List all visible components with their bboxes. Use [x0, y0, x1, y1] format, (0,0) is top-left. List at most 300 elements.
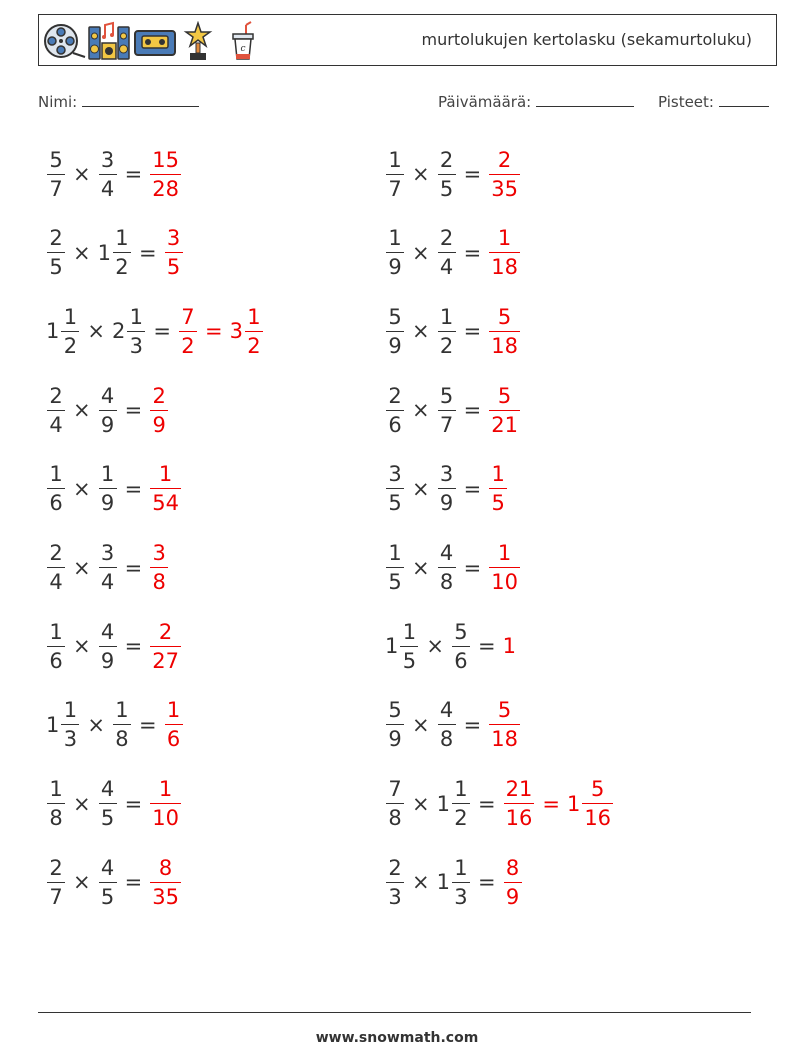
answer-value-fraction [489, 697, 520, 752]
problem-item [385, 459, 508, 519]
answer-value-whole: 1 [566, 791, 581, 816]
equals-sign: = [138, 240, 157, 265]
factor-a-numerator: 1 [388, 541, 402, 565]
problem-item [46, 774, 182, 834]
factor-a [385, 383, 405, 438]
answer-value-fraction [150, 540, 168, 595]
answer-value-fraction [245, 304, 263, 359]
answer-value [488, 461, 508, 516]
factor-a-denominator: 7 [386, 174, 404, 202]
factor-a-numerator: 7 [388, 777, 402, 802]
problem-item [385, 538, 521, 598]
problem-item [46, 380, 169, 440]
factor-a-denominator: 8 [47, 803, 65, 831]
factor-b-numerator: 5 [439, 383, 454, 408]
answer-value-numerator: 1 [497, 226, 512, 251]
answer-value [567, 776, 614, 831]
factor-a-denominator: 9 [386, 331, 404, 359]
factor-a-fraction [61, 304, 79, 359]
problem-item [46, 538, 169, 598]
answer [488, 540, 521, 595]
answer-value-fraction [489, 225, 520, 280]
factor-b-denominator: 9 [99, 646, 117, 674]
factor-b [98, 776, 118, 831]
answer [503, 855, 523, 910]
answer-value [488, 147, 521, 202]
factor-b-fraction [99, 776, 117, 831]
factor-b-fraction [99, 461, 117, 516]
equals-sign: = [138, 712, 157, 737]
factor-b [98, 147, 118, 202]
factor-b-fraction [127, 304, 145, 359]
answer [149, 776, 182, 831]
factor-a-denominator: 5 [386, 567, 404, 595]
factor-a-fraction [386, 461, 404, 516]
problem-item [385, 695, 521, 755]
factor-a [46, 619, 66, 674]
answer-value-fraction [150, 619, 181, 674]
answer-value-denominator: 18 [489, 252, 520, 280]
equals-sign: = [124, 162, 143, 186]
factor-b-numerator: 4 [100, 383, 115, 408]
factor-b [98, 855, 118, 910]
times-sign: × [73, 791, 91, 816]
factor-b [437, 540, 457, 595]
factor-a-numerator: 1 [49, 777, 63, 802]
factor-b-whole: 1 [436, 791, 450, 816]
factor-a [385, 147, 405, 202]
score-label: Pisteet: [658, 93, 714, 111]
factor-a-denominator: 4 [47, 410, 65, 438]
factor-a [46, 304, 80, 359]
equals-sign: = [463, 398, 482, 423]
factor-a-fraction [47, 540, 65, 595]
answer-value-numerator: 2 [152, 383, 166, 408]
problem-item [385, 616, 517, 676]
times-sign: × [412, 476, 430, 501]
factor-b-fraction [452, 776, 470, 831]
answer-value [503, 855, 523, 910]
times-sign: × [412, 240, 430, 265]
footer-url[interactable]: www.snowmath.com [315, 1030, 479, 1046]
problem-item [46, 301, 264, 361]
factor-b-fraction [113, 697, 131, 752]
factor-a-fraction [47, 461, 65, 516]
factor-b-denominator: 3 [452, 882, 470, 910]
factor-a-denominator: 2 [61, 331, 79, 359]
times-sign: × [412, 162, 430, 186]
name-label: Nimi: [38, 93, 78, 111]
factor-a-denominator: 9 [386, 724, 404, 752]
answer-value-whole: 3 [229, 319, 243, 344]
factor-b-denominator: 9 [99, 488, 117, 516]
factor-b-numerator: 3 [100, 147, 115, 172]
factor-b-fraction [438, 461, 456, 516]
factor-a-numerator: 1 [402, 619, 417, 644]
footer-divider [38, 1012, 751, 1013]
factor-a-numerator: 1 [49, 619, 63, 644]
answer-value-numerator: 5 [497, 304, 512, 329]
factor-b [451, 619, 471, 674]
factor-b-denominator: 5 [438, 174, 456, 202]
answer-value-denominator: 9 [504, 882, 522, 910]
answer-value-whole: 1 [502, 634, 516, 659]
factor-b-fraction [99, 147, 117, 202]
factor-b-denominator: 9 [438, 488, 456, 516]
answer [149, 540, 169, 595]
factor-a-denominator: 5 [47, 252, 65, 280]
factor-a-numerator: 5 [388, 304, 402, 329]
factor-a-denominator: 7 [47, 174, 65, 202]
equals-sign: = [124, 476, 143, 501]
film-reel-icon [43, 21, 87, 61]
factor-b-whole: 1 [97, 240, 111, 265]
equals-sign: = [477, 791, 496, 816]
answer [488, 383, 521, 438]
answer-value-denominator: 54 [150, 488, 181, 516]
times-sign: × [412, 319, 430, 344]
factor-a-fraction [386, 383, 404, 438]
answer-value-fraction [150, 383, 168, 438]
answer-value-fraction [582, 776, 613, 831]
answer-value-fraction [165, 697, 183, 752]
problem-item [46, 223, 184, 283]
answer-equals-sign: = [542, 791, 560, 816]
equals-sign: = [124, 870, 143, 895]
factor-b-denominator: 5 [99, 882, 117, 910]
factor-a [46, 147, 66, 202]
problem-item [385, 301, 521, 361]
answer-value-numerator: 3 [166, 226, 181, 251]
factor-a-fraction [386, 855, 404, 910]
factor-b [112, 304, 146, 359]
factor-b-fraction [452, 855, 470, 910]
factor-b-numerator: 2 [439, 147, 454, 172]
factor-a [385, 619, 419, 674]
answer-equals-sign: = [204, 319, 223, 344]
factor-b [98, 461, 118, 516]
answer-value-fraction [504, 776, 535, 831]
factor-b-fraction [113, 225, 131, 280]
factor-a-whole: 1 [46, 712, 60, 737]
factor-b [437, 697, 457, 752]
answer-value-fraction [165, 225, 183, 280]
answer-value [488, 383, 521, 438]
factor-a-fraction [400, 619, 418, 674]
factor-a-numerator: 2 [49, 226, 63, 251]
times-sign: × [412, 712, 430, 737]
factor-a [46, 461, 66, 516]
answer-value-fraction [489, 540, 520, 595]
answer [178, 304, 264, 359]
factor-b-denominator: 5 [99, 803, 117, 831]
answer [488, 225, 521, 280]
times-sign: × [73, 476, 91, 501]
factor-a-fraction [386, 225, 404, 280]
equals-sign: = [124, 555, 143, 580]
factor-a [46, 855, 66, 910]
factor-b [98, 540, 118, 595]
answer-value-numerator: 1 [247, 304, 261, 329]
factor-a-denominator: 6 [47, 646, 65, 674]
factor-b [98, 619, 118, 674]
factor-a-fraction [47, 225, 65, 280]
factor-a-fraction [47, 383, 65, 438]
factor-b [98, 225, 132, 280]
factor-b-whole: 2 [111, 319, 126, 344]
factor-a-numerator: 2 [49, 541, 63, 565]
factor-a [46, 383, 66, 438]
factor-b-numerator: 3 [100, 541, 115, 565]
answer-value [149, 855, 182, 910]
answer-value-denominator: 5 [165, 252, 183, 280]
soda-cup-icon [229, 21, 259, 63]
problem-item [46, 616, 182, 676]
answer-value [164, 697, 184, 752]
problem-item [385, 380, 521, 440]
answer-value-fraction [489, 461, 507, 516]
factor-b-numerator: 1 [454, 855, 468, 880]
equals-sign: = [153, 319, 171, 344]
factor-b-fraction [438, 147, 456, 202]
factor-a-numerator: 2 [388, 855, 402, 880]
factor-b-denominator: 4 [99, 567, 117, 595]
factor-b-denominator: 4 [438, 252, 456, 280]
answer-value-numerator: 3 [152, 541, 166, 565]
answer-value-fraction [489, 383, 520, 438]
answer-value-numerator: 5 [590, 777, 605, 802]
factor-a-numerator: 1 [63, 304, 78, 329]
answer-value-fraction [150, 855, 181, 910]
factor-a [385, 461, 405, 516]
factor-a-numerator: 1 [388, 226, 402, 251]
factor-b-numerator: 1 [100, 462, 115, 487]
factor-b-numerator: 1 [129, 304, 144, 329]
trophy-star-icon [183, 21, 213, 63]
answer-value [149, 540, 169, 595]
factor-b-denominator: 8 [438, 567, 456, 595]
times-sign: × [412, 870, 430, 895]
factor-b [437, 461, 457, 516]
equals-sign: = [124, 634, 143, 659]
factor-a-numerator: 1 [63, 698, 78, 723]
factor-b-numerator: 1 [454, 777, 468, 802]
factor-a-denominator: 9 [386, 252, 404, 280]
times-sign: × [73, 555, 91, 580]
factor-a-denominator: 8 [386, 803, 404, 831]
problem-item [46, 852, 182, 912]
equals-sign: = [124, 398, 143, 423]
answer [488, 147, 521, 202]
factor-b-numerator: 4 [439, 698, 454, 723]
factor-b-numerator: 1 [439, 304, 454, 329]
answer-value [164, 225, 184, 280]
answer-value-denominator: 35 [489, 174, 520, 202]
factor-b-fraction [438, 383, 456, 438]
factor-a-numerator: 3 [388, 462, 402, 487]
answer-value-numerator: 2 [497, 147, 512, 172]
equals-sign: = [463, 240, 482, 265]
factor-a-fraction [386, 540, 404, 595]
factor-b-fraction [99, 540, 117, 595]
factor-a-fraction [47, 619, 65, 674]
factor-a-fraction [386, 147, 404, 202]
answer [149, 855, 182, 910]
equals-sign: = [124, 791, 143, 816]
answer-value [149, 619, 182, 674]
answer-value-denominator: 10 [489, 567, 520, 595]
factor-b-denominator: 4 [99, 174, 117, 202]
times-sign: × [412, 791, 430, 816]
problem-item [46, 144, 182, 204]
worksheet-title: murtolukujen kertolasku (sekamurtoluku) [421, 30, 752, 49]
date-blank[interactable] [536, 92, 634, 107]
times-sign: × [412, 555, 430, 580]
answer-value-denominator: 5 [489, 488, 507, 516]
times-sign: × [412, 398, 430, 423]
problem-item [46, 459, 182, 519]
answer-value-numerator: 5 [497, 383, 512, 408]
factor-a-numerator: 2 [49, 855, 63, 880]
factor-a-fraction [386, 776, 404, 831]
answer [488, 461, 508, 516]
problem-item [385, 144, 521, 204]
answer-value-denominator: 16 [504, 803, 535, 831]
answer [149, 383, 169, 438]
problem-item [46, 695, 184, 755]
answer-value [488, 304, 521, 359]
answer-value-denominator: 6 [165, 724, 183, 752]
name-field[interactable] [38, 92, 199, 111]
answer-value-fraction [179, 304, 197, 359]
factor-b-denominator: 2 [438, 331, 456, 359]
factor-b-numerator: 1 [115, 226, 129, 251]
answer-value-denominator: 35 [150, 882, 181, 910]
factor-a-whole: 1 [385, 634, 399, 659]
factor-a-denominator: 5 [386, 488, 404, 516]
factor-b-denominator: 2 [452, 803, 470, 831]
problem-item [385, 852, 523, 912]
answer [164, 225, 184, 280]
factor-b-denominator: 8 [113, 724, 131, 752]
answer-value-numerator: 5 [497, 698, 512, 723]
answer-value [503, 776, 536, 831]
factor-a [46, 540, 66, 595]
times-sign: × [73, 162, 91, 186]
date-field[interactable] [438, 92, 634, 111]
answer [503, 634, 517, 658]
factor-b [98, 383, 118, 438]
factor-b-fraction [438, 304, 456, 359]
score-field[interactable] [658, 92, 769, 111]
factor-b-numerator: 4 [439, 541, 454, 565]
times-sign: × [73, 870, 91, 895]
factor-b-numerator: 1 [115, 698, 129, 723]
answer-value-fraction [150, 776, 181, 831]
factor-a-numerator: 2 [49, 383, 63, 408]
worksheet-header [38, 14, 777, 66]
factor-a-numerator: 5 [49, 147, 63, 172]
answer-value-numerator: 8 [505, 855, 520, 880]
factor-b-denominator: 3 [127, 331, 145, 359]
factor-b-numerator: 4 [100, 855, 115, 880]
answer-value-numerator: 2 [158, 619, 173, 644]
answer-value-numerator: 7 [181, 304, 195, 329]
factor-b-fraction [438, 697, 456, 752]
factor-a-denominator: 6 [386, 410, 404, 438]
factor-b-numerator: 2 [439, 226, 454, 251]
problem-item [385, 223, 521, 283]
factor-a-fraction [386, 697, 404, 752]
times-sign: × [87, 319, 105, 344]
equals-sign: = [477, 870, 496, 895]
answer-value [149, 147, 182, 202]
times-sign: × [87, 712, 105, 737]
times-sign: × [426, 634, 444, 659]
factor-a-denominator: 4 [47, 567, 65, 595]
answer-value-numerator: 1 [497, 541, 512, 565]
factor-b [437, 147, 457, 202]
answer-value-denominator: 18 [489, 331, 520, 359]
factor-b-fraction [452, 619, 470, 674]
equals-sign: = [463, 476, 482, 501]
score-blank[interactable] [719, 92, 769, 107]
problem-item [385, 774, 614, 834]
factor-b-denominator: 9 [99, 410, 117, 438]
factor-a-fraction [61, 697, 79, 752]
answer [488, 697, 521, 752]
factor-a-numerator: 1 [49, 462, 63, 487]
answer-value-fraction [150, 147, 181, 202]
vhs-tape-icon [133, 21, 177, 61]
answer-value [488, 697, 521, 752]
equals-sign: = [463, 712, 482, 737]
answer [149, 619, 182, 674]
factor-b-fraction [99, 619, 117, 674]
answer-value [488, 225, 521, 280]
factor-b [437, 304, 457, 359]
answer-value [488, 540, 521, 595]
answer-value-denominator: 18 [489, 724, 520, 752]
answer-value-denominator: 2 [179, 331, 197, 359]
factor-b-fraction [99, 855, 117, 910]
answer [164, 697, 184, 752]
factor-b-fraction [99, 383, 117, 438]
times-sign: × [73, 634, 91, 659]
factor-a [385, 304, 405, 359]
speaker-music-icon [87, 21, 131, 61]
factor-b-whole: 1 [436, 870, 450, 895]
factor-a-fraction [386, 304, 404, 359]
answer-value-fraction [504, 855, 522, 910]
answer [488, 304, 521, 359]
factor-a-numerator: 2 [388, 383, 402, 408]
times-sign: × [73, 240, 91, 265]
factor-b-fraction [438, 225, 456, 280]
factor-a-fraction [47, 147, 65, 202]
factor-a [385, 225, 405, 280]
answer-value-numerator: 8 [158, 855, 173, 880]
answer-value-denominator: 16 [582, 803, 613, 831]
factor-a-denominator: 3 [61, 724, 79, 752]
answer-value-numerator: 1 [158, 462, 173, 487]
factor-b-numerator: 5 [454, 619, 468, 644]
factor-a [46, 697, 80, 752]
answer-value-denominator: 21 [489, 410, 520, 438]
name-blank[interactable] [82, 92, 199, 107]
factor-a [385, 697, 405, 752]
factor-b-numerator: 4 [100, 619, 115, 644]
